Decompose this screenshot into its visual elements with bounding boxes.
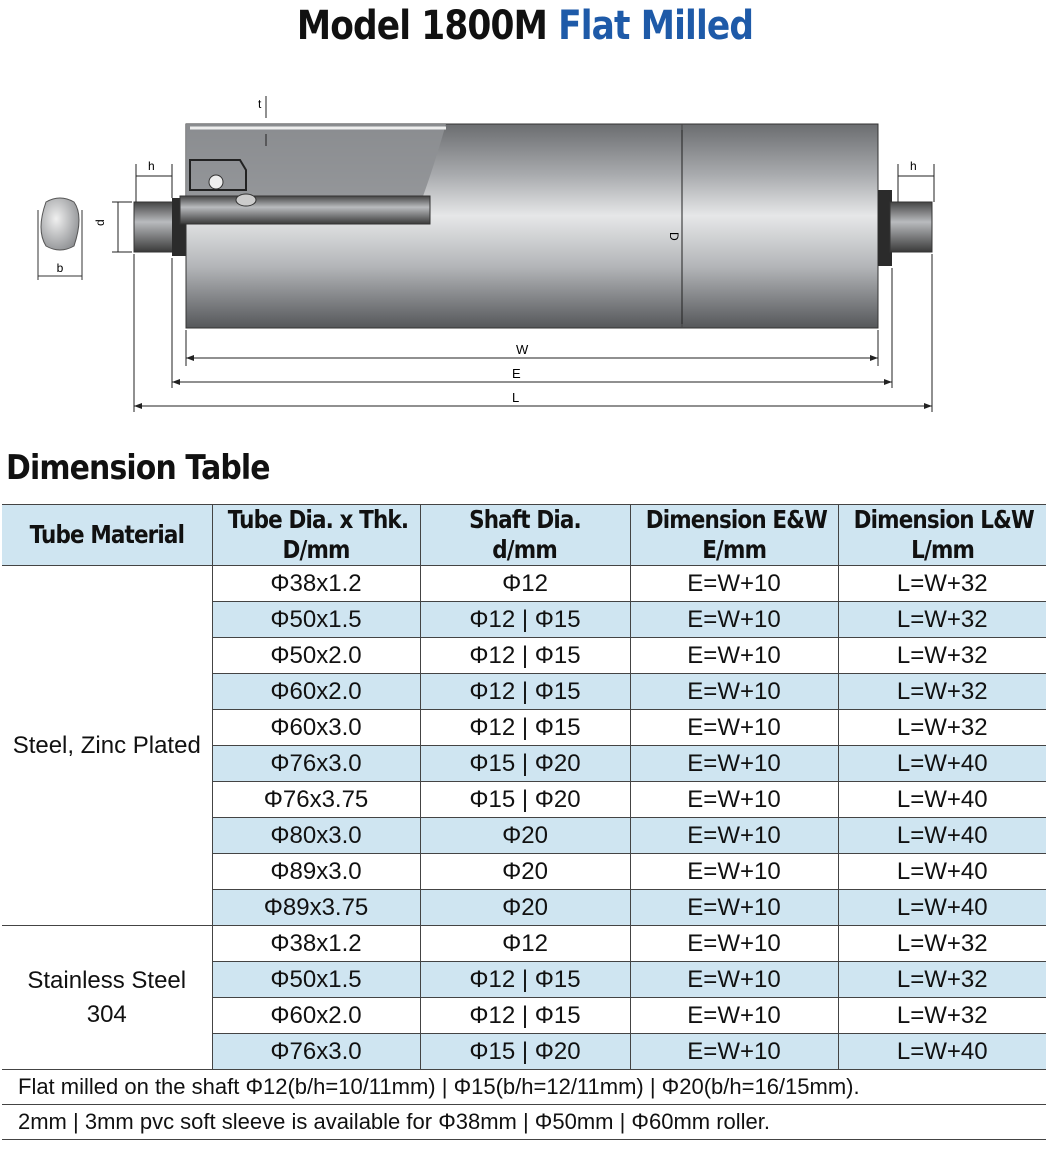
cell-tube: Φ60x2.0 <box>212 674 420 710</box>
cell-l: L=W+40 <box>838 746 1046 782</box>
cell-shaft: Φ12 | Φ15 <box>420 998 630 1034</box>
model-variant: Flat Milled <box>558 3 754 49</box>
cell-tube: Φ60x2.0 <box>212 998 420 1034</box>
cell-shaft: Φ12 | Φ15 <box>420 674 630 710</box>
header-tube: Tube Dia. x Thk. D/mm <box>212 505 420 566</box>
cell-e: E=W+10 <box>630 602 838 638</box>
cell-tube: Φ60x3.0 <box>212 710 420 746</box>
cell-shaft: Φ12 | Φ15 <box>420 638 630 674</box>
cell-tube: Φ38x1.2 <box>212 566 420 602</box>
cell-e: E=W+10 <box>630 710 838 746</box>
cell-shaft: Φ15 | Φ20 <box>420 1034 630 1070</box>
label-W: W <box>516 342 529 357</box>
material-line-1: Stainless Steel <box>27 966 187 994</box>
table-header-row <box>2 505 1046 566</box>
cell-tube: Φ38x1.2 <box>212 926 420 962</box>
cell-e: E=W+10 <box>630 746 838 782</box>
cell-shaft: Φ12 <box>420 566 630 602</box>
section-title: Dimension Table <box>6 448 270 488</box>
header-lw: Dimension L&W L/mm <box>838 505 1046 566</box>
cell-l: L=W+40 <box>838 854 1046 890</box>
label-t: t <box>258 97 262 111</box>
cell-shaft: Φ12 | Φ15 <box>420 602 630 638</box>
shaft-cross-section <box>38 198 82 280</box>
table-row <box>2 566 1046 602</box>
roller-diagram <box>0 90 1050 420</box>
note-pvc-sleeve: 2mm | 3mm pvc soft sleeve is available for Φ38mm | Φ50mm | Φ60mm roller. <box>2 1105 1046 1140</box>
table-row <box>2 926 1046 962</box>
cell-tube: Φ50x1.5 <box>212 962 420 998</box>
cell-e: E=W+10 <box>630 566 838 602</box>
cell-l: L=W+32 <box>838 962 1046 998</box>
cell-e: E=W+10 <box>630 854 838 890</box>
note-row <box>2 1070 1046 1105</box>
cell-e: E=W+10 <box>630 890 838 926</box>
page-title <box>74 0 977 52</box>
label-b: b <box>56 261 64 275</box>
cell-shaft: Φ20 <box>420 890 630 926</box>
right-shaft <box>890 202 932 252</box>
cell-l: L=W+40 <box>838 890 1046 926</box>
cell-e: E=W+10 <box>630 782 838 818</box>
cell-l: L=W+32 <box>838 566 1046 602</box>
cell-tube: Φ76x3.0 <box>212 746 420 782</box>
header-material: Tube Material <box>2 505 212 566</box>
cell-e: E=W+10 <box>630 638 838 674</box>
cell-l: L=W+32 <box>838 674 1046 710</box>
dimension-table <box>2 504 1046 1140</box>
cell-l: L=W+32 <box>838 710 1046 746</box>
cell-l: L=W+32 <box>838 926 1046 962</box>
cell-shaft: Φ20 <box>420 818 630 854</box>
cell-shaft: Φ15 | Φ20 <box>420 746 630 782</box>
label-d: d <box>93 219 107 226</box>
cell-e: E=W+10 <box>630 962 838 998</box>
material-line-2: 304 <box>86 1000 127 1028</box>
cell-shaft: Φ20 <box>420 854 630 890</box>
cell-tube: Φ80x3.0 <box>212 818 420 854</box>
label-h-right: h <box>910 159 917 173</box>
cell-l: L=W+40 <box>838 782 1046 818</box>
cell-l: L=W+32 <box>838 638 1046 674</box>
cell-tube: Φ89x3.75 <box>212 890 420 926</box>
cell-tube: Φ50x2.0 <box>212 638 420 674</box>
note-flat-milled: Flat milled on the shaft Φ12(b/h=10/11mm) | Φ15(b/h=12/11mm) | Φ20(b/h=16/15mm). <box>2 1070 1046 1105</box>
cell-tube: Φ50x1.5 <box>212 602 420 638</box>
header-ew: Dimension E&W E/mm <box>630 505 838 566</box>
cell-shaft: Φ12 <box>420 926 630 962</box>
cell-shaft: Φ12 | Φ15 <box>420 710 630 746</box>
label-E: E <box>512 366 521 381</box>
cell-l: L=W+32 <box>838 602 1046 638</box>
material-stainless-304 <box>2 926 212 1070</box>
label-h-left: h <box>148 159 155 173</box>
cell-e: E=W+10 <box>630 998 838 1034</box>
cell-e: E=W+10 <box>630 926 838 962</box>
cell-l: L=W+40 <box>838 1034 1046 1070</box>
cell-tube: Φ89x3.0 <box>212 854 420 890</box>
cell-tube: Φ76x3.0 <box>212 1034 420 1070</box>
label-L: L <box>512 390 520 405</box>
cell-l: L=W+32 <box>838 998 1046 1034</box>
cell-shaft: Φ12 | Φ15 <box>420 962 630 998</box>
material-steel-zinc: Steel, Zinc Plated <box>2 566 212 926</box>
cell-shaft: Φ15 | Φ20 <box>420 782 630 818</box>
note-row <box>2 1105 1046 1140</box>
cell-l: L=W+40 <box>838 818 1046 854</box>
cell-e: E=W+10 <box>630 818 838 854</box>
header-shaft: Shaft Dia. d/mm <box>420 505 630 566</box>
cell-tube: Φ76x3.75 <box>212 782 420 818</box>
cell-e: E=W+10 <box>630 674 838 710</box>
model-name: Model 1800M <box>296 3 547 49</box>
label-D: D <box>667 232 681 241</box>
cell-e: E=W+10 <box>630 1034 838 1070</box>
